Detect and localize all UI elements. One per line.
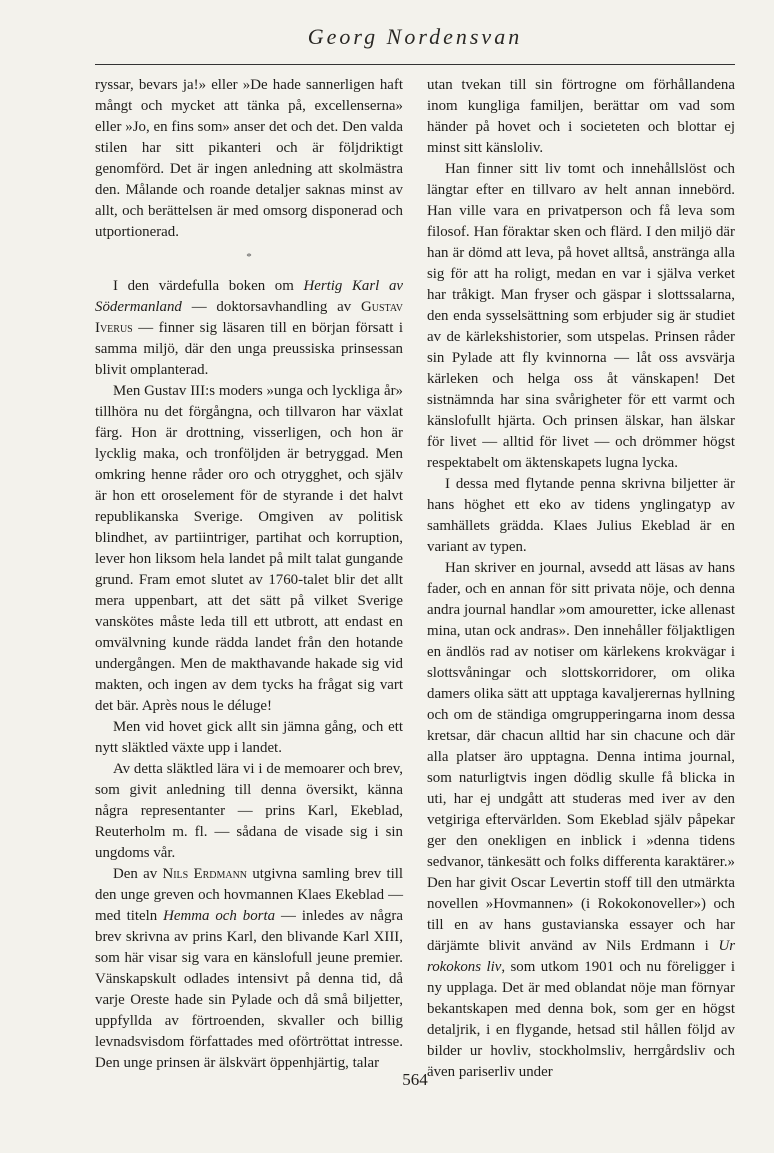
book-title-hertig-karl: Hertig Karl av Södermanland <box>95 278 403 315</box>
text-run: Han skriver en journal, avsedd att läsas av hans fader, och en annan för sitt privata nöje, och denna andra journal handlar »om amouretter, icke allenast mina, utan ock andras». Den innehåller följaktligen en ändlös rad av notiser om kärlekens krokvägar i slottsvåningar och slottskorridorer, om olika damers olika sätt att upptaga kavaljerernas hyllning och om de ständiga omgrupperingarna inom dessa kretsar, där chacun alltid har sin chacune och där alla platser äro upptagna. Denna intima journal, som naturligtvis ingen dödlig skulle få blicka in uti, har ej undgått att studeras med iver av den vetgiriga eftervärlden. Som Ekeblad själv påpekar ger den onekligen en inblick i »denna tidens sedvanor, tänkesätt och folks differenta karaktärer.» Den har givit Oscar Levertin stoff till den utmärkta novellen »Hovmannen» (i Rokokonoveller») och till en av hans gustavianska essayer och har därjämte blivit använd av Nils Erdmann i <box>427 560 735 954</box>
book-title-ur-rokokons-liv: Ur rokokons liv <box>427 938 735 975</box>
running-head: Georg Nordensvan <box>307 24 523 49</box>
book-title-hemma-och-borta: Hemma och borta <box>163 908 276 924</box>
page-header <box>95 24 735 50</box>
author-name-iverus: Gustav Iverus <box>95 299 403 336</box>
text-run: — doktorsavhandling av <box>181 299 361 315</box>
right-column <box>427 75 735 1083</box>
text-run: — finner sig läsaren till en början försatt i samma miljö, där den unga preussiska prinsessan blivit omplanterad. <box>95 320 403 378</box>
left-paragraph-1: ryssar, bevars ja!» eller »De hade sannerligen haft mångt och mycket att tänka på, excellenserna» eller »Jo, en fins som» anser det och det. Den valda stilen har sitt pikanteri och är följdriktigt genomförd. Det är ingen anledning att skolmästra den. Målande och roande detaljer saknas minst av allt, och berättelsen är med omsorg disponerad och utportionerad. <box>95 77 403 240</box>
right-paragraph-1: utan tvekan till sin förtrogne om förhållandena inom kungliga familjen, berättar om vad som händer på hovet och i societeten och blottar ej minst sitt känsloliv. <box>427 77 735 156</box>
text-run: Den av <box>113 866 163 882</box>
left-column <box>95 75 403 1074</box>
right-paragraph-2: Han finner sitt liv tomt och innehållslöst och längtar efter en tillvaro av helt annan innebörd. Han ville vara en privatperson och få leva som filosof. Han föraktar sken och flärd. I den miljö där han är dömd att leva, på hovet alltså, anstränga alla sig för att ha roligt, medan en var i själva verket har tråkigt. Man fryser och gäspar i slottssalarna, den enda sysselsättning som erbjuder sig är studiet av de kärlekshistorier, som utspelas. Prinsen råder sin Pylade att fly kvinnorna — låt oss avsvärja kärleken och helga oss åt vänskapen! Det sistnämnda har sina svårigheter för ett varmt och känslofullt hjärta. Och prinsen älskar, han älskar för livet — alltid för livet — och drömmer högst respektabelt om äktenskapets lugna lycka. <box>427 161 735 471</box>
left-paragraph-5: Av detta släktled lära vi i de memoarer och brev, som givit anledning till denna översikt, känna några representanter — prins Karl, Ekeblad, Reuterholm m. fl. — sådana de visade sig i sin ungdoms vår. <box>95 761 403 861</box>
text-run: — inledes av några brev skrivna av prins Karl, den blivande Karl XIII, som här visar sig vara en känslofull jeune premier. Vänskapskult odlades intensivt på denna tid, då varje Oreste hade sin Pylade och då små biljetter, uppfyllda av förtroenden, skvaller och billig levnadsvisdom författades med oförtröttat intresse. Den unge prinsen är älskvärt öppenhjärtig, talar <box>95 908 403 1071</box>
text-run: , som utkom 1901 och nu föreligger i ny upplaga. Det är med oblandat nöje man förnyar bekantskapen med denna bok, som ger en högst detaljrik, i en flygande, hetsad stil hållen följd av bilder ur hovliv, stockholmsliv, herrgårdsliv och även pariserliv under <box>427 959 735 1080</box>
author-name-erdmann: Nils Erdmann <box>162 866 248 882</box>
right-paragraph-4 <box>427 558 735 1083</box>
text-run: utgivna samling brev till den unge greven och hovmannen Klaes Ekeblad — med titeln <box>95 866 403 924</box>
left-paragraph-2 <box>95 276 403 381</box>
right-paragraph-3: I dessa med flytande penna skrivna biljetter är hans höghet ett eko av tidens ynglingatyp av samhällets grädda. Klaes Julius Ekeblad är en variant av typen. <box>427 476 735 555</box>
page-number: 564 <box>402 1070 428 1089</box>
left-paragraph-6 <box>95 864 403 1074</box>
text-run: I den värdefulla boken om <box>113 278 304 294</box>
section-separator: * <box>246 251 252 263</box>
left-paragraph-4: Men vid hovet gick allt sin jämna gång, och ett nytt släktled växte upp i landet. <box>95 719 403 756</box>
left-paragraph-3: Men Gustav III:s moders »unga och lyckliga år» tillhöra nu det förgångna, och tillvaron har växlat färg. Hon är drottning, visserligen, och hon är lycklig maka, och tronföljden är betryggad. Men omkring henne råder oro och otrygghet, och själv är hon ett oroselement för de styrande i det halvt republikanska Sverige. Omgiven av politisk blindhet, av partiintriger, partihat och korruption, lever hon liksom hela landet på milt talat gungande grund. Fram emot slutet av 1760-talet blir det allt mera uppenbart, att det sätt på vilket Sverige vanskötes måste leda till ett utbrott, att endast en omvälvning kunde rädda landet från den hotande undergången. Men de makthavande hakade sig vid makten, och ingen av dem tycks ha frågat sig vart det bär. Après nous le déluge! <box>95 383 403 714</box>
header-rule <box>95 64 735 65</box>
